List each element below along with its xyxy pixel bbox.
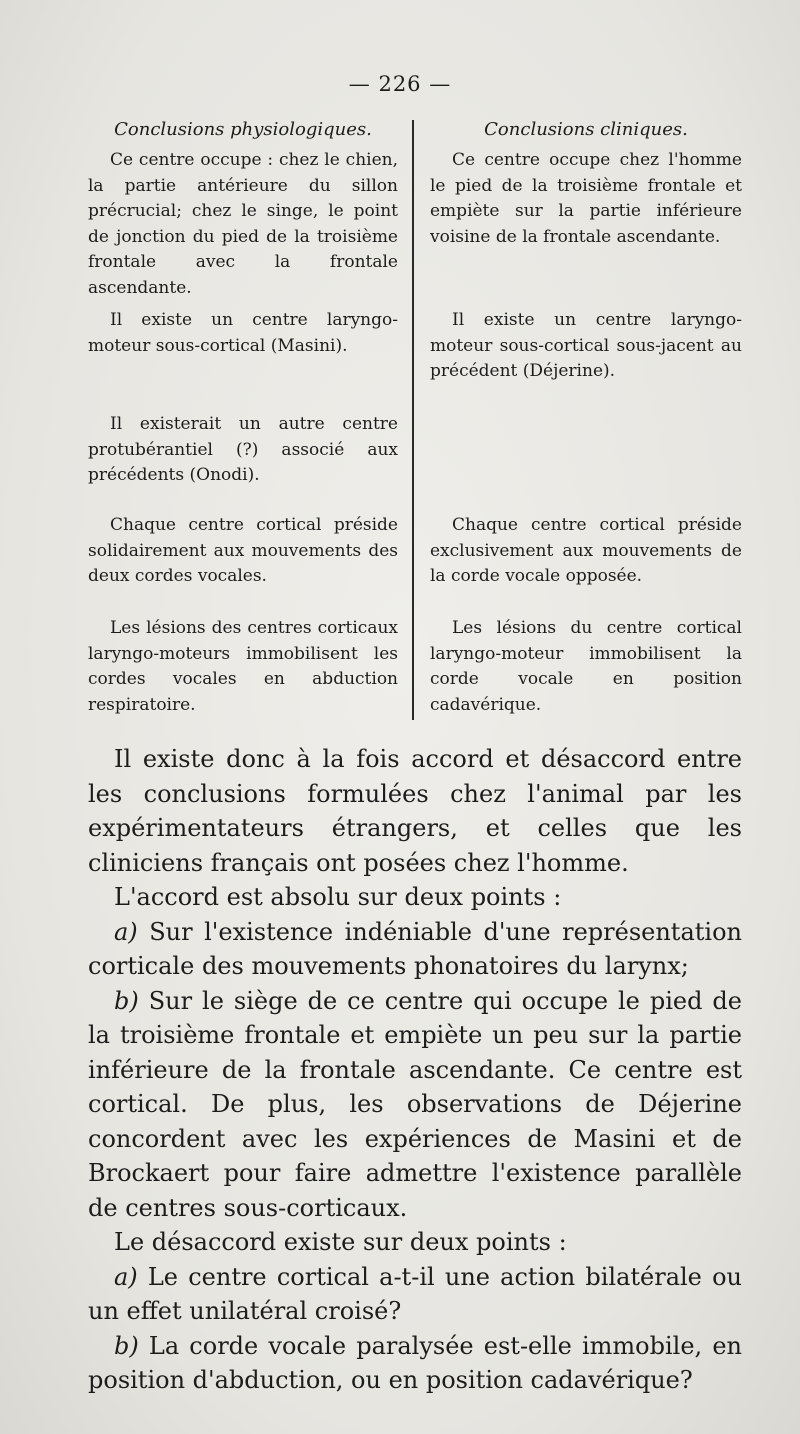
- body-paragraph-2: L'accord est absolu sur deux points :: [114, 883, 562, 911]
- item-label-a-2: a): [114, 1262, 138, 1291]
- item-a-text: Sur l'existence indéniable d'une représentation corticale des mouvements phonatoires du larynx;: [88, 917, 742, 980]
- right-paragraph-4: Les lésions du centre cortical laryngo-moteur immobilisent la corde vocale en position cadavérique.: [430, 618, 742, 715]
- left-column-title: Conclusions physiologiques.: [114, 119, 372, 140]
- page-number: — 226 —: [348, 72, 452, 96]
- body-paragraph-5: Le désaccord existe sur deux points :: [114, 1228, 567, 1256]
- left-paragraph-1: Ce centre occupe : chez le chien, la partie antérieure du sillon précrucial; chez le singe, le point de jonction du pied de la troisième frontale avec la frontale ascendante.: [88, 150, 398, 298]
- left-paragraph-3: Il existerait un autre centre protubérantiel (?) associé aux précédents (Onodi).: [88, 414, 398, 485]
- left-paragraph-4: Chaque centre cortical préside solidairement aux mouvements des deux cordes vocales.: [88, 515, 398, 586]
- item-label-a: a): [114, 917, 138, 946]
- left-column: [88, 118, 398, 715]
- column-divider: [412, 120, 414, 720]
- left-paragraph-2: Il existe un centre laryngo-moteur sous-cortical (Masini).: [88, 310, 398, 356]
- right-column-title: Conclusions cliniques.: [484, 119, 688, 140]
- right-paragraph-1: Ce centre occupe chez l'homme le pied de la troisième frontale et empiète sur la partie inférieure voisine de la frontale ascendante.: [430, 150, 742, 247]
- right-paragraph-3: Chaque centre cortical préside exclusivement aux mouvements de la corde vocale opposée.: [430, 515, 742, 586]
- left-paragraph-5: Les lésions des centres corticaux laryngo-moteurs immobilisent les cordes vocales en abduction respiratoire.: [88, 618, 398, 715]
- body-paragraph-4: [88, 984, 742, 1226]
- body-paragraph-3: [88, 915, 742, 984]
- item-b-text: Sur le siège de ce centre qui occupe le pied de la troisième frontale et empiète un peu sur la partie inférieure de la frontale ascendante. Ce centre est cortical. De plus, les observations de Déjerine concordent avec les expériences de Masini et de Brockaert pour faire admettre l'existence parallèle de centres sous-corticaux.: [88, 986, 742, 1222]
- item-label-b-2: b): [114, 1331, 139, 1360]
- body-paragraph-1: Il existe donc à la fois accord et désaccord entre les conclusions formulées chez l'animal par les expérimentateurs étrangers, et celles que les cliniciens français ont posées chez l'homme.: [88, 745, 742, 877]
- item-label-b: b): [114, 986, 139, 1015]
- body-text: [88, 742, 742, 1398]
- body-paragraph-7: [88, 1329, 742, 1398]
- comparison-columns: [88, 118, 743, 722]
- body-paragraph-6: [88, 1260, 742, 1329]
- right-column: [430, 118, 742, 715]
- right-paragraph-2: Il existe un centre laryngo-moteur sous-cortical sous-jacent au précédent (Déjerine).: [430, 310, 742, 381]
- item-a-2-text: Le centre cortical a-t-il une action bilatérale ou un effet unilatéral croisé?: [88, 1262, 742, 1325]
- item-b-2-text: La corde vocale paralysée est-elle immobile, en position d'abduction, ou en position cadavérique?: [88, 1331, 742, 1394]
